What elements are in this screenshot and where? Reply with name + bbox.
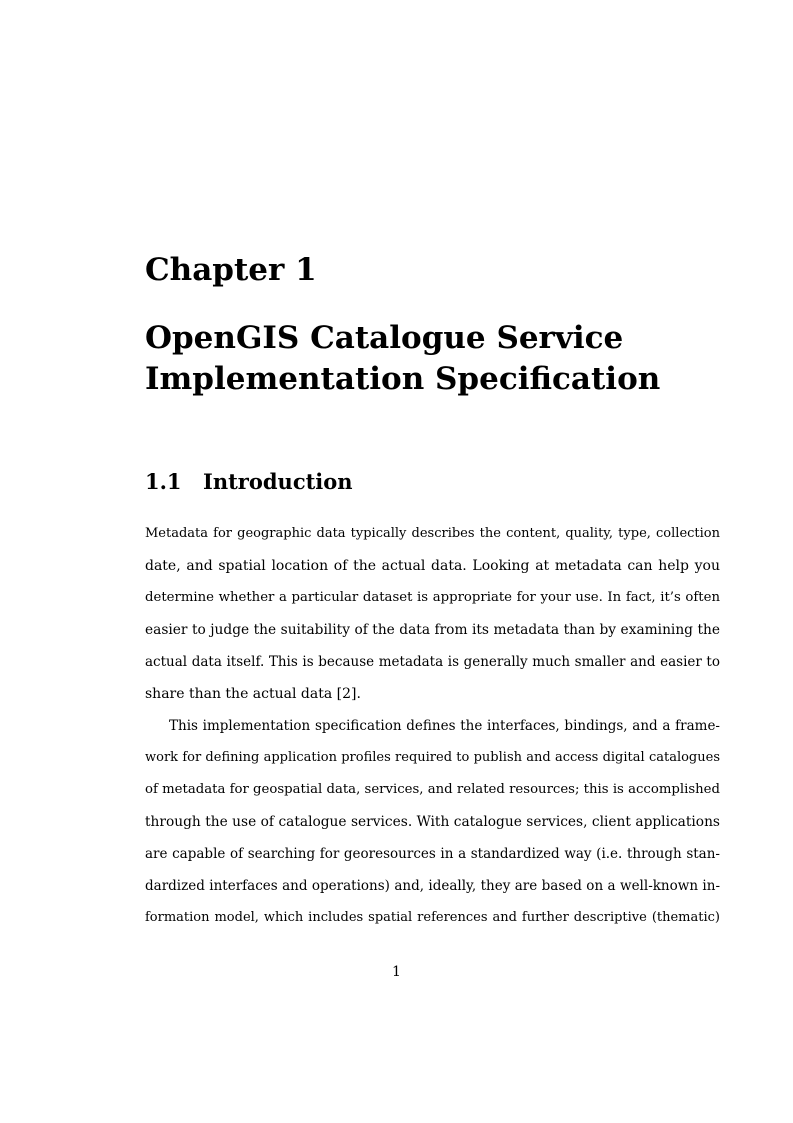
text-line: of metadata for geospatial data, services, and related resources; this is accomplished: [145, 782, 720, 797]
section-title: Introduction: [203, 469, 353, 494]
chapter-label: Chapter 1: [145, 252, 317, 288]
text-line: easier to judge the suitability of the data from its metadata than by examining the: [145, 622, 720, 638]
section-number: 1.1: [145, 469, 182, 494]
text-line: share than the actual data [2].: [145, 686, 361, 702]
text-line: determine whether a particular dataset is appropriate for your use. In fact, it’s often: [145, 590, 720, 605]
section-heading: [145, 469, 353, 495]
text-line: Metadata for geographic data typically describes the content, quality, type, collection: [145, 526, 720, 541]
paragraph-2: [145, 710, 720, 934]
chapter-title-line: OpenGIS Catalogue Service: [145, 320, 624, 356]
text-line: work for defining application profiles required to publish and access digital catalogues: [145, 750, 720, 765]
text-line: This implementation specification defines the interfaces, bindings, and a frame-: [169, 718, 720, 734]
chapter-title-line: Implementation Specification: [145, 361, 661, 397]
text-line: actual data itself. This is because metadata is generally much smaller and easier to: [145, 654, 720, 670]
text-line: through the use of catalogue services. With catalogue services, client applications: [145, 814, 720, 830]
text-line: are capable of searching for georesources in a standardized way (i.e. through stan-: [145, 846, 720, 862]
paragraph-1: [145, 518, 720, 710]
chapter-title: [145, 318, 660, 400]
text-line: formation model, which includes spatial references and further descriptive (thematic): [145, 910, 720, 925]
text-line: date, and spatial location of the actual data. Looking at metadata can help you: [145, 558, 720, 574]
page-number: 1: [392, 964, 401, 980]
text-line: dardized interfaces and operations) and, ideally, they are based on a well-known in-: [145, 878, 720, 894]
body-text: [145, 518, 720, 934]
